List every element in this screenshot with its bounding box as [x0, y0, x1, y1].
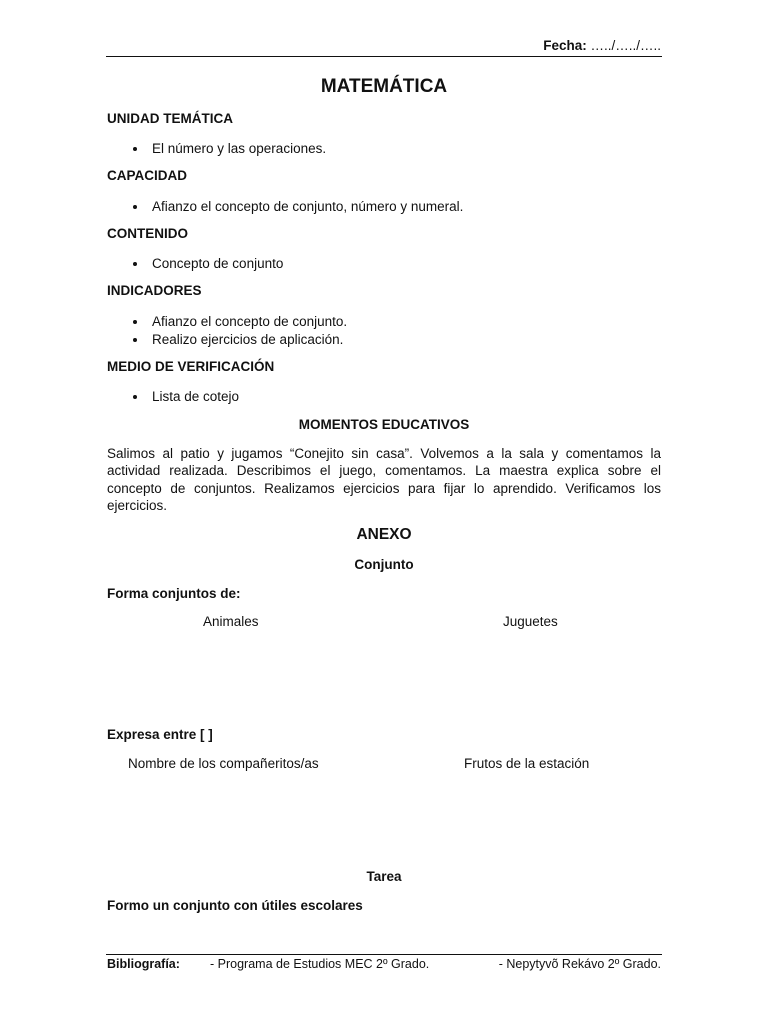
list-contenido: [107, 255, 283, 273]
heading-indicadores: INDICADORES: [107, 283, 202, 298]
footer-rule: [106, 954, 662, 955]
list-capacidad: [107, 198, 463, 216]
list-item: Afianzo el concepto de conjunto.: [107, 313, 347, 331]
date-value: …../…../…..: [590, 38, 661, 53]
header-rule: [106, 56, 662, 57]
heading-medio-verificacion: MEDIO DE VERIFICACIÓN: [107, 359, 275, 374]
momentos-paragraph: Salimos al patio y jugamos “Conejito sin casa”. Volvemos a la sala y comentamos la actividad realizada. Describimos el juego, comentamos. La maestra explica sobre el concepto de conjuntos. Realizamos ejercicios para fijar lo aprendido. Verificamos los ejercicios.: [107, 446, 661, 513]
expresa-label: Expresa entre [ ]: [107, 727, 213, 742]
bibliografia-ref-mec: - Programa de Estudios MEC 2º Grado.: [210, 957, 430, 971]
list-item: Realizo ejercicios de aplicación.: [107, 331, 347, 349]
page-title: MATEMÁTICA: [320, 76, 448, 97]
date-line: [543, 38, 661, 53]
anexo-title: ANEXO: [356, 526, 412, 543]
forma-col-juguetes: Juguetes: [503, 614, 558, 629]
bibliografia-label: Bibliografía:: [107, 957, 180, 971]
list-item: Afianzo el concepto de conjunto, número y numeral.: [107, 198, 463, 216]
heading-capacidad: CAPACIDAD: [107, 168, 187, 183]
forma-conjuntos-label: Forma conjuntos de:: [107, 586, 241, 601]
list-item: Concepto de conjunto: [107, 255, 283, 273]
forma-col-animales: Animales: [203, 614, 259, 629]
list-item: Lista de cotejo: [107, 388, 239, 406]
list-item: El número y las operaciones.: [107, 140, 326, 158]
anexo-subtitle: Conjunto: [354, 557, 414, 572]
tarea-title: Tarea: [366, 869, 402, 884]
date-label: Fecha:: [543, 38, 587, 53]
list-medio-verificacion: [107, 388, 239, 406]
tarea-text: Formo un conjunto con útiles escolares: [107, 898, 363, 913]
expresa-col-frutos: Frutos de la estación: [464, 756, 590, 771]
list-unidad-tematica: [107, 140, 326, 158]
heading-unidad-tematica: UNIDAD TEMÁTICA: [107, 111, 233, 126]
expresa-col-companeritos: Nombre de los compañeritos/as: [128, 756, 319, 771]
footer-bibliografia: [107, 957, 661, 975]
bibliografia-ref-nepytyvo: - Nepytyvõ Rekávo 2º Grado.: [498, 957, 661, 971]
heading-contenido: CONTENIDO: [107, 226, 188, 241]
heading-momentos-educativos: MOMENTOS EDUCATIVOS: [298, 417, 470, 432]
list-indicadores: [107, 313, 347, 349]
